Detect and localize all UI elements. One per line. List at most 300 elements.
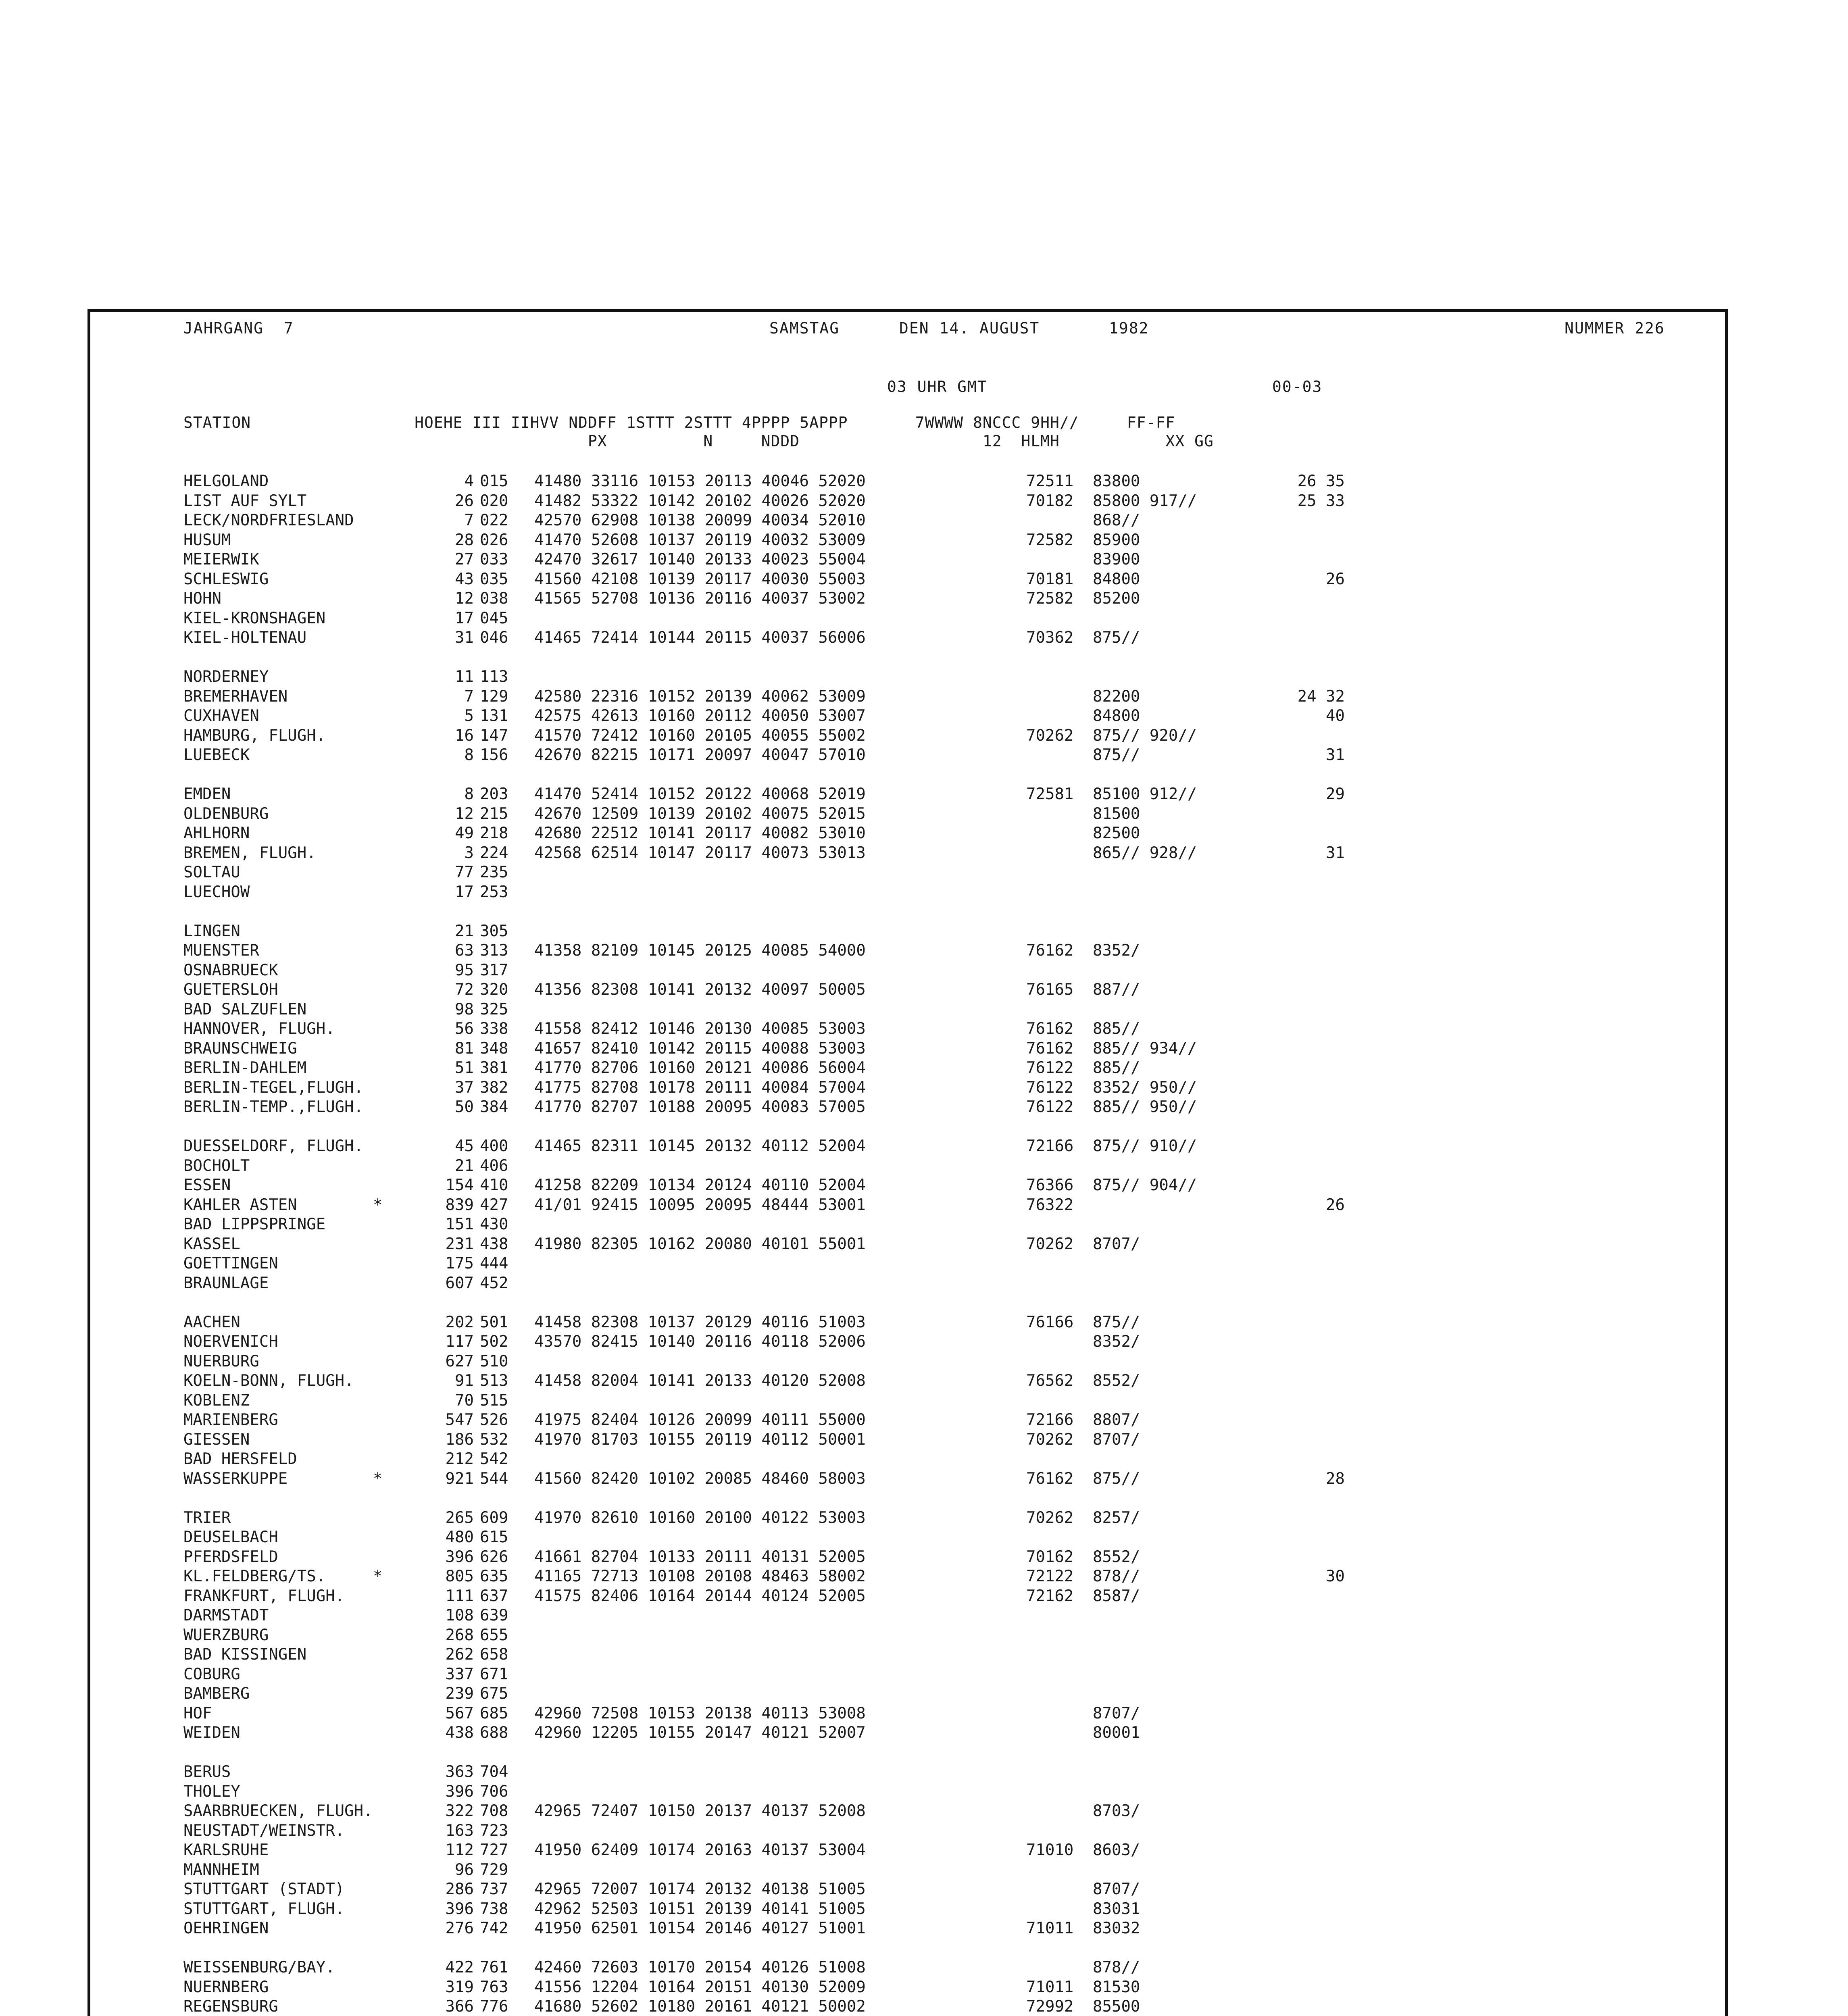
station-height: 547 xyxy=(445,1411,474,1429)
station-number: 513 xyxy=(480,1372,508,1390)
weather-group: 76122 xyxy=(1026,1078,1074,1097)
cloud-group: 875// 904// xyxy=(1093,1176,1197,1194)
synop-groups: 41482 53322 10142 20102 40026 52020 xyxy=(534,492,866,510)
station-name: NORDERNEY xyxy=(183,668,269,686)
station-height: 276 xyxy=(445,1919,474,1937)
synop-groups: 41470 52608 10137 20119 40032 53009 xyxy=(534,531,866,549)
station-height: 3 xyxy=(464,843,474,862)
table-row xyxy=(183,843,1635,863)
synop-groups: 42580 22316 10152 20139 40062 53009 xyxy=(534,687,866,706)
synop-groups: 41556 12204 10164 20151 40130 52009 xyxy=(534,1978,866,1996)
station-name: BAD HERSFELD xyxy=(183,1450,297,1468)
synop-groups: 43570 82415 10140 20116 40118 52006 xyxy=(534,1333,866,1351)
cloud-group: 8552/ xyxy=(1093,1372,1140,1390)
table-row xyxy=(183,667,1635,687)
station-number: 501 xyxy=(480,1313,508,1331)
table-row xyxy=(183,804,1635,824)
station-number: 763 xyxy=(480,1978,508,1996)
cloud-group: 8352/ xyxy=(1093,1333,1140,1351)
station-name: KASSEL xyxy=(183,1235,240,1253)
station-height: 163 xyxy=(445,1821,474,1840)
cloud-group: 8352/ 950// xyxy=(1093,1078,1197,1097)
synop-groups: 41465 72414 10144 20115 40037 56006 xyxy=(534,629,866,647)
subheader-range: 00-03 xyxy=(1272,378,1323,396)
station-number: 235 xyxy=(480,863,508,881)
weather-group: 70262 xyxy=(1026,1508,1074,1527)
cloud-group: 8703/ xyxy=(1093,1802,1140,1820)
weather-group: 72581 xyxy=(1026,785,1074,803)
station-number: 430 xyxy=(480,1215,508,1233)
station-height: 319 xyxy=(445,1978,474,1996)
station-height: 77 xyxy=(455,863,474,881)
station-height: 231 xyxy=(445,1235,474,1253)
station-name: MEIERWIK xyxy=(183,550,259,569)
table-row xyxy=(183,1978,1635,1997)
cloud-group: 85500 xyxy=(1093,1997,1140,2016)
station-name: OSNABRUECK xyxy=(183,961,278,979)
station-height: 12 xyxy=(455,804,474,823)
station-height: 627 xyxy=(445,1352,474,1370)
cloud-group: 875// xyxy=(1093,629,1140,647)
station-height: 396 xyxy=(445,1899,474,1918)
station-name: STUTTGART, FLUGH. xyxy=(183,1899,345,1918)
table-row xyxy=(183,1919,1635,1939)
weather-group: 72122 xyxy=(1026,1567,1074,1585)
station-number: 026 xyxy=(480,531,508,549)
table-row xyxy=(183,1410,1635,1430)
weather-group: 72166 xyxy=(1026,1411,1074,1429)
weather-group: 76562 xyxy=(1026,1372,1074,1390)
cloud-group: 81530 xyxy=(1093,1978,1140,1996)
cloud-group: 885// 934// xyxy=(1093,1039,1197,1058)
station-height: 108 xyxy=(445,1606,474,1624)
cloud-group: 83800 xyxy=(1093,472,1140,490)
station-name: BAD LIPPSPRINGE xyxy=(183,1215,326,1233)
station-name: WEIDEN xyxy=(183,1724,240,1742)
station-number: 615 xyxy=(480,1528,508,1546)
station-height: 50 xyxy=(455,1098,474,1116)
station-height: 8 xyxy=(464,785,474,803)
station-height: 56 xyxy=(455,1020,474,1038)
station-number: 737 xyxy=(480,1880,508,1898)
station-name: HANNOVER, FLUGH. xyxy=(183,1020,335,1038)
weather-group: 76165 xyxy=(1026,981,1074,999)
table-row xyxy=(183,531,1635,550)
cloud-group: 84800 xyxy=(1093,570,1140,588)
synop-groups: 41950 62409 10174 20163 40137 53004 xyxy=(534,1841,866,1859)
table-row xyxy=(183,687,1635,707)
mountain-station-mark: * xyxy=(373,1469,383,1488)
station-name: WUERZBURG xyxy=(183,1626,269,1644)
cloud-group: 82500 xyxy=(1093,824,1140,842)
station-name: MANNHEIM xyxy=(183,1860,259,1879)
table-row xyxy=(183,1215,1635,1235)
station-name: BREMEN, FLUGH. xyxy=(183,843,316,862)
station-name: NUERNBERG xyxy=(183,1978,269,1996)
station-number: 305 xyxy=(480,922,508,940)
mountain-station-mark: * xyxy=(373,1195,383,1214)
station-name: LECK/NORDFRIESLAND xyxy=(183,511,354,529)
station-height: 239 xyxy=(445,1685,474,1703)
station-height: 43 xyxy=(455,570,474,588)
station-height: 8 xyxy=(464,746,474,764)
weather-group: 70162 xyxy=(1026,1547,1074,1566)
station-name: SAARBRUECKEN, FLUGH. xyxy=(183,1802,373,1820)
station-name: BERLIN-TEGEL,FLUGH. xyxy=(183,1078,364,1097)
station-name: NOERVENICH xyxy=(183,1333,278,1351)
station-height: 322 xyxy=(445,1802,474,1820)
station-height: 26 xyxy=(455,492,474,510)
table-row xyxy=(183,980,1635,1000)
station-height: 98 xyxy=(455,1000,474,1018)
cloud-group: 865// 928// xyxy=(1093,843,1197,862)
cloud-group: 8603/ xyxy=(1093,1841,1140,1859)
station-number: 317 xyxy=(480,961,508,979)
subheader-time: 03 UHR GMT xyxy=(887,378,988,396)
synop-groups: 41775 82708 10178 20111 40084 57004 xyxy=(534,1078,866,1097)
synop-groups: 42570 62908 10138 20099 40034 52010 xyxy=(534,511,866,529)
cloud-group: 885// 950// xyxy=(1093,1098,1197,1116)
synop-groups: 41970 82610 10160 20100 40122 53003 xyxy=(534,1508,866,1527)
table-row xyxy=(183,1352,1635,1372)
group-spacer xyxy=(183,1117,1635,1137)
station-number: 313 xyxy=(480,941,508,960)
station-height: 112 xyxy=(445,1841,474,1859)
cloud-group: 83032 xyxy=(1093,1919,1140,1937)
weather-group: 72582 xyxy=(1026,531,1074,549)
station-name: FRANKFURT, FLUGH. xyxy=(183,1587,345,1605)
station-number: 776 xyxy=(480,1997,508,2016)
cloud-group: 85200 xyxy=(1093,589,1140,608)
station-height: 11 xyxy=(455,668,474,686)
table-row xyxy=(183,1313,1635,1333)
station-name: HOHN xyxy=(183,589,221,608)
station-number: 033 xyxy=(480,550,508,569)
station-name: ESSEN xyxy=(183,1176,231,1194)
table-row xyxy=(183,1880,1635,1899)
table-row xyxy=(183,472,1635,492)
cloud-group: 8707/ xyxy=(1093,1704,1140,1722)
synop-groups: 41680 52602 10180 20161 40121 50002 xyxy=(534,1997,866,2016)
table-row xyxy=(183,570,1635,589)
cloud-group: 8707/ xyxy=(1093,1880,1140,1898)
synop-groups: 41970 81703 10155 20119 40112 50001 xyxy=(534,1430,866,1449)
station-height: 45 xyxy=(455,1137,474,1155)
station-height: 16 xyxy=(455,726,474,745)
station-name: DUESSELDORF, FLUGH. xyxy=(183,1137,364,1155)
table-row xyxy=(183,1156,1635,1176)
station-number: 381 xyxy=(480,1059,508,1077)
table-row xyxy=(183,1508,1635,1528)
gust-value: 26 xyxy=(1326,1195,1345,1214)
station-number: 637 xyxy=(480,1587,508,1605)
station-height: 49 xyxy=(455,824,474,842)
station-name: BREMERHAVEN xyxy=(183,687,288,706)
table-row xyxy=(183,1469,1635,1489)
station-name: SCHLESWIG xyxy=(183,570,269,588)
station-name: THOLEY xyxy=(183,1782,240,1801)
weather-group: 76122 xyxy=(1026,1059,1074,1077)
station-number: 038 xyxy=(480,589,508,608)
station-name: NUERBURG xyxy=(183,1352,259,1370)
station-height: 839 xyxy=(445,1195,474,1214)
station-height: 186 xyxy=(445,1430,474,1449)
station-height: 51 xyxy=(455,1059,474,1077)
station-number: 224 xyxy=(480,843,508,862)
station-name: SOLTAU xyxy=(183,863,240,881)
station-number: 015 xyxy=(480,472,508,490)
gust-value: 26 35 xyxy=(1297,472,1345,490)
cloud-group: 85800 917// xyxy=(1093,492,1197,510)
station-height: 286 xyxy=(445,1880,474,1898)
station-number: 675 xyxy=(480,1685,508,1703)
weather-group: 71011 xyxy=(1026,1919,1074,1937)
station-name: BERLIN-DAHLEM xyxy=(183,1059,307,1077)
station-height: 81 xyxy=(455,1039,474,1058)
station-number: 515 xyxy=(480,1391,508,1410)
table-row xyxy=(183,1039,1635,1059)
cloud-group: 85100 912// xyxy=(1093,785,1197,803)
station-name: GUETERSLOH xyxy=(183,981,278,999)
table-row xyxy=(183,922,1635,941)
synop-groups: 42575 42613 10160 20112 40050 53007 xyxy=(534,707,866,725)
table-row xyxy=(183,1058,1635,1078)
table-row xyxy=(183,1606,1635,1626)
station-name: BAD SALZUFLEN xyxy=(183,1000,307,1018)
station-height: 366 xyxy=(445,1997,474,2016)
synop-groups: 41770 82706 10160 20121 40086 56004 xyxy=(534,1059,866,1077)
station-name: CUXHAVEN xyxy=(183,707,259,725)
synop-groups: 41565 52708 10136 20116 40037 53002 xyxy=(534,589,866,608)
table-row xyxy=(183,1821,1635,1841)
synop-groups: 42960 72508 10153 20138 40113 53008 xyxy=(534,1704,866,1722)
group-spacer xyxy=(183,648,1635,668)
synop-groups: 41165 72713 10108 20108 48463 58002 xyxy=(534,1567,866,1585)
table-row xyxy=(183,609,1635,629)
station-name: HOF xyxy=(183,1704,212,1722)
station-number: 129 xyxy=(480,687,508,706)
station-name: TRIER xyxy=(183,1508,231,1527)
station-height: 921 xyxy=(445,1469,474,1488)
table-row xyxy=(183,1391,1635,1411)
synop-groups: 42470 32617 10140 20133 40023 55004 xyxy=(534,550,866,569)
station-name: LUECHOW xyxy=(183,883,250,901)
station-name: BRAUNLAGE xyxy=(183,1274,269,1292)
station-name: REGENSBURG xyxy=(183,1997,278,2016)
cloud-group: 868// xyxy=(1093,511,1140,529)
synop-groups: 41560 82420 10102 20085 48460 58003 xyxy=(534,1469,866,1488)
column-header-line-2: PX N NDDD 12 HLMH XX GG xyxy=(183,432,1214,450)
station-name: GIESSEN xyxy=(183,1430,250,1449)
station-number: 723 xyxy=(480,1821,508,1840)
cloud-group: 878// xyxy=(1093,1567,1140,1585)
table-row xyxy=(183,1801,1635,1821)
station-name: KOELN-BONN, FLUGH. xyxy=(183,1372,354,1390)
synop-groups: 42962 52503 10151 20139 40141 51005 xyxy=(534,1899,866,1918)
weather-group: 76162 xyxy=(1026,1020,1074,1038)
station-name: KL.FELDBERG/TS. xyxy=(183,1567,326,1585)
header-nummer: NUMMER 226 xyxy=(1565,319,1665,337)
station-number: 338 xyxy=(480,1020,508,1038)
station-number: 046 xyxy=(480,629,508,647)
gust-value: 25 33 xyxy=(1297,492,1345,510)
group-spacer xyxy=(183,902,1635,922)
station-number: 706 xyxy=(480,1782,508,1801)
station-height: 438 xyxy=(445,1724,474,1742)
station-height: 480 xyxy=(445,1528,474,1546)
station-height: 422 xyxy=(445,1958,474,1976)
table-row xyxy=(183,511,1635,531)
station-name: KARLSRUHE xyxy=(183,1841,269,1859)
weather-group: 70262 xyxy=(1026,726,1074,745)
station-height: 70 xyxy=(455,1391,474,1410)
station-height: 7 xyxy=(464,511,474,529)
station-number: 609 xyxy=(480,1508,508,1527)
table-row xyxy=(183,1078,1635,1098)
station-number: 761 xyxy=(480,1958,508,1976)
weather-group: 70362 xyxy=(1026,629,1074,647)
station-height: 96 xyxy=(455,1860,474,1879)
synop-groups: 41465 82311 10145 20132 40112 52004 xyxy=(534,1137,866,1155)
station-number: 626 xyxy=(480,1547,508,1566)
table-row xyxy=(183,1626,1635,1645)
header-year: 1982 xyxy=(1109,319,1149,337)
station-number: 410 xyxy=(480,1176,508,1194)
table-row xyxy=(183,1762,1635,1782)
synop-groups: 41575 82406 10164 20144 40124 52005 xyxy=(534,1587,866,1605)
table-row xyxy=(183,1528,1635,1547)
table-row xyxy=(183,961,1635,981)
weather-group: 76322 xyxy=(1026,1195,1074,1214)
synop-groups: 42965 72407 10150 20137 40137 52008 xyxy=(534,1802,866,1820)
table-row xyxy=(183,1704,1635,1724)
station-name: KAHLER ASTEN xyxy=(183,1195,297,1214)
station-name: KOBLENZ xyxy=(183,1391,250,1410)
cloud-group: 885// xyxy=(1093,1020,1140,1038)
station-number: 685 xyxy=(480,1704,508,1722)
cloud-group: 8552/ xyxy=(1093,1547,1140,1566)
table-row xyxy=(183,550,1635,570)
station-name: MARIENBERG xyxy=(183,1411,278,1429)
weather-group: 72166 xyxy=(1026,1137,1074,1155)
table-row xyxy=(183,1665,1635,1685)
station-name: WEISSENBURG/BAY. xyxy=(183,1958,335,1976)
synop-groups: 41661 82704 10133 20111 40131 52005 xyxy=(534,1547,866,1566)
table-row xyxy=(183,589,1635,609)
group-spacer xyxy=(183,1939,1635,1958)
table-row xyxy=(183,1723,1635,1743)
station-number: 427 xyxy=(480,1195,508,1214)
station-height: 21 xyxy=(455,1156,474,1175)
station-number: 544 xyxy=(480,1469,508,1488)
gust-value: 28 xyxy=(1326,1469,1345,1488)
table-row xyxy=(183,883,1635,902)
cloud-group: 875// 910// xyxy=(1093,1137,1197,1155)
cloud-group: 878// xyxy=(1093,1958,1140,1976)
weather-group: 76122 xyxy=(1026,1098,1074,1116)
station-height: 567 xyxy=(445,1704,474,1722)
station-name: MUENSTER xyxy=(183,941,259,960)
station-table xyxy=(183,472,1635,2016)
station-name: AACHEN xyxy=(183,1313,240,1331)
synop-groups: 41560 42108 10139 20117 40030 55003 xyxy=(534,570,866,588)
station-number: 452 xyxy=(480,1274,508,1292)
synop-groups: 41/01 92415 10095 20095 48444 53001 xyxy=(534,1195,866,1214)
station-number: 203 xyxy=(480,785,508,803)
table-row xyxy=(183,1176,1635,1195)
station-number: 526 xyxy=(480,1411,508,1429)
synop-groups: 42960 12205 10155 20147 40121 52007 xyxy=(534,1724,866,1742)
table-row xyxy=(183,1195,1635,1215)
synop-groups: 41470 52414 10152 20122 40068 52019 xyxy=(534,785,866,803)
station-height: 175 xyxy=(445,1254,474,1272)
table-row xyxy=(183,785,1635,804)
synop-groups: 41358 82109 10145 20125 40085 54000 xyxy=(534,941,866,960)
station-number: 325 xyxy=(480,1000,508,1018)
station-height: 262 xyxy=(445,1645,474,1664)
cloud-group: 875// xyxy=(1093,746,1140,764)
table-row xyxy=(183,1997,1635,2016)
station-number: 671 xyxy=(480,1665,508,1683)
station-name: PFERDSFELD xyxy=(183,1547,278,1566)
station-number: 400 xyxy=(480,1137,508,1155)
table-row xyxy=(183,1098,1635,1117)
station-height: 805 xyxy=(445,1567,474,1585)
station-height: 28 xyxy=(455,531,474,549)
station-height: 17 xyxy=(455,609,474,627)
synop-groups: 41558 82412 10146 20130 40085 53003 xyxy=(534,1020,866,1038)
cloud-group: 875// xyxy=(1093,1469,1140,1488)
table-row xyxy=(183,1019,1635,1039)
station-height: 72 xyxy=(455,981,474,999)
synop-groups: 42460 72603 10170 20154 40126 51008 xyxy=(534,1958,866,1976)
station-name: HUSUM xyxy=(183,531,231,549)
synop-groups: 41258 82209 10134 20124 40110 52004 xyxy=(534,1176,866,1194)
gust-value: 29 xyxy=(1326,785,1345,803)
column-header-line-1: STATION HOEHE III IIHVV NDDFF 1STTT 2STTT 4PPPP 5APPP 7WWWW 8NCCC 9HH// FF-FF xyxy=(183,414,1175,431)
group-spacer xyxy=(183,1743,1635,1763)
gust-value: 24 32 xyxy=(1297,687,1345,706)
table-row xyxy=(183,1137,1635,1156)
station-height: 91 xyxy=(455,1372,474,1390)
weather-group: 76162 xyxy=(1026,1469,1074,1488)
station-number: 635 xyxy=(480,1567,508,1585)
station-name: EMDEN xyxy=(183,785,231,803)
table-row xyxy=(183,1274,1635,1293)
station-name: LUEBECK xyxy=(183,746,250,764)
station-height: 154 xyxy=(445,1176,474,1194)
synop-groups: 41458 82308 10137 20129 40116 51003 xyxy=(534,1313,866,1331)
station-height: 7 xyxy=(464,687,474,706)
table-row xyxy=(183,706,1635,726)
station-name: DEUSELBACH xyxy=(183,1528,278,1546)
station-number: 532 xyxy=(480,1430,508,1449)
weather-group: 72162 xyxy=(1026,1587,1074,1605)
group-spacer xyxy=(183,1293,1635,1313)
table-row xyxy=(183,1860,1635,1880)
cloud-group: 8707/ xyxy=(1093,1430,1140,1449)
cloud-group: 8807/ xyxy=(1093,1411,1140,1429)
cloud-group: 83031 xyxy=(1093,1899,1140,1918)
station-number: 510 xyxy=(480,1352,508,1370)
station-name: AHLHORN xyxy=(183,824,250,842)
synop-groups: 42680 22512 10141 20117 40082 53010 xyxy=(534,824,866,842)
mountain-station-mark: * xyxy=(373,1567,383,1585)
table-row xyxy=(183,492,1635,511)
table-row xyxy=(183,746,1635,765)
gust-value: 31 xyxy=(1326,843,1345,862)
table-row xyxy=(183,1547,1635,1567)
